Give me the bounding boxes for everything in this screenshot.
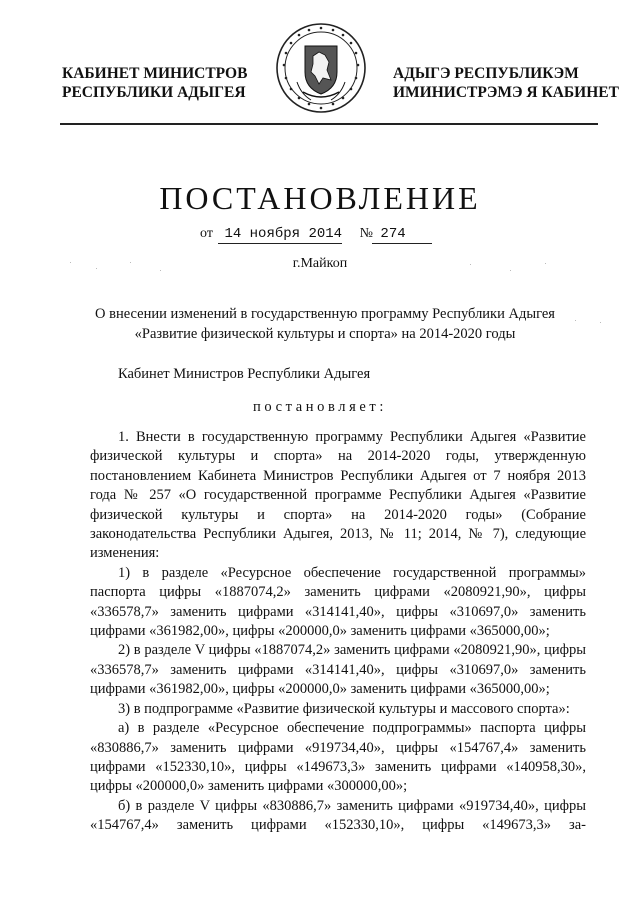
resolves-line: постановляет:	[253, 399, 387, 415]
document-body	[90, 428, 586, 836]
body-paragraph-2: 1) в разделе «Ресурсное обеспечение государственной программы» паспорта цифры «1887074,2» заменить цифрами «2080921,90», цифры «336578,7» заменить цифрами «314141,40», цифры «310697,0» заменить цифрами «361982,00», цифры «200000,0» заменить цифрами «365000,00»;	[90, 564, 586, 640]
document-subject	[40, 304, 610, 344]
body-paragraph-3: 2) в разделе V цифры «1887074,2» заменить цифрами «2080921,90», цифры «336578,7» заменить цифрами «314141,40», цифры «310697,0» заменить цифрами «361982,00», цифры «200000,0» заменить цифрами «365000,00»;	[90, 642, 586, 698]
city-label: г.Майкоп	[292, 256, 348, 271]
date-underline	[218, 243, 342, 244]
adygea-coat-of-arms-icon	[275, 22, 367, 114]
body-paragraph-5: а) в разделе «Ресурсное обеспечение подпрограммы» паспорта цифры «830886,7» заменить цифрами «919734,40», цифры «154767,4» заменить цифрами «152330,10», цифры «149673,3» заменить цифрами «140958,30», цифры «200000,0» заменить цифрами «300000,00»;	[90, 720, 586, 795]
issuer-line: Кабинет Министров Республики Адыгея	[118, 366, 371, 382]
date-value: 14 ноября 2014	[224, 226, 343, 242]
subject-line2: «Развитие физической культуры и спорта» на 2014-2020 годы	[134, 326, 516, 342]
number-value: 274	[380, 226, 406, 242]
document-type-title: ПОСТАНОВЛЕНИЕ	[159, 180, 481, 216]
subject-line1: О внесении изменений в государственную программу Республики Адыгея	[95, 306, 555, 322]
header-left-line1: КАБИНЕТ МИНИСТРОВ	[62, 65, 248, 82]
number-underline	[372, 243, 432, 244]
body-paragraph-1: 1. Внести в государственную программу Республики Адыгея «Развитие физической культуры и спорта» на 2014-2020 годы, утвержденную постановлением Кабинета Министров Республики Адыгея от 7 ноября 2013 года № 257 «О государственной программе Республики Адыгея «Развитие физической культуры и спорта» на 2014-2020 годы» (Собрание законодательства Республики Адыгея, 2013, № 11; 2014, № 7), следующие изменения:	[90, 429, 586, 562]
header-right-line2: ИМИНИСТРЭМЭ Я КАБИНЕТ	[393, 84, 619, 101]
header-right-block	[393, 64, 619, 102]
date-prefix: от	[200, 226, 213, 241]
header-right-line1: АДЫГЭ РЕСПУБЛИКЭМ	[393, 65, 579, 82]
body-paragraph-4: 3) в подпрограмме «Развитие физической культуры и массового спорта»:	[118, 700, 570, 717]
header-left-block	[62, 64, 247, 102]
number-prefix: №	[359, 226, 373, 241]
header-left-line2: РЕСПУБЛИКИ АДЫГЕЯ	[62, 84, 246, 101]
date-number-line	[200, 226, 406, 242]
header-divider	[60, 123, 598, 125]
body-paragraph-6: б) в разделе V цифры «830886,7» заменить цифрами «919734,40», цифры «154767,4» заменить цифрами «152330,10», цифры «149673,3» за-	[90, 797, 586, 834]
